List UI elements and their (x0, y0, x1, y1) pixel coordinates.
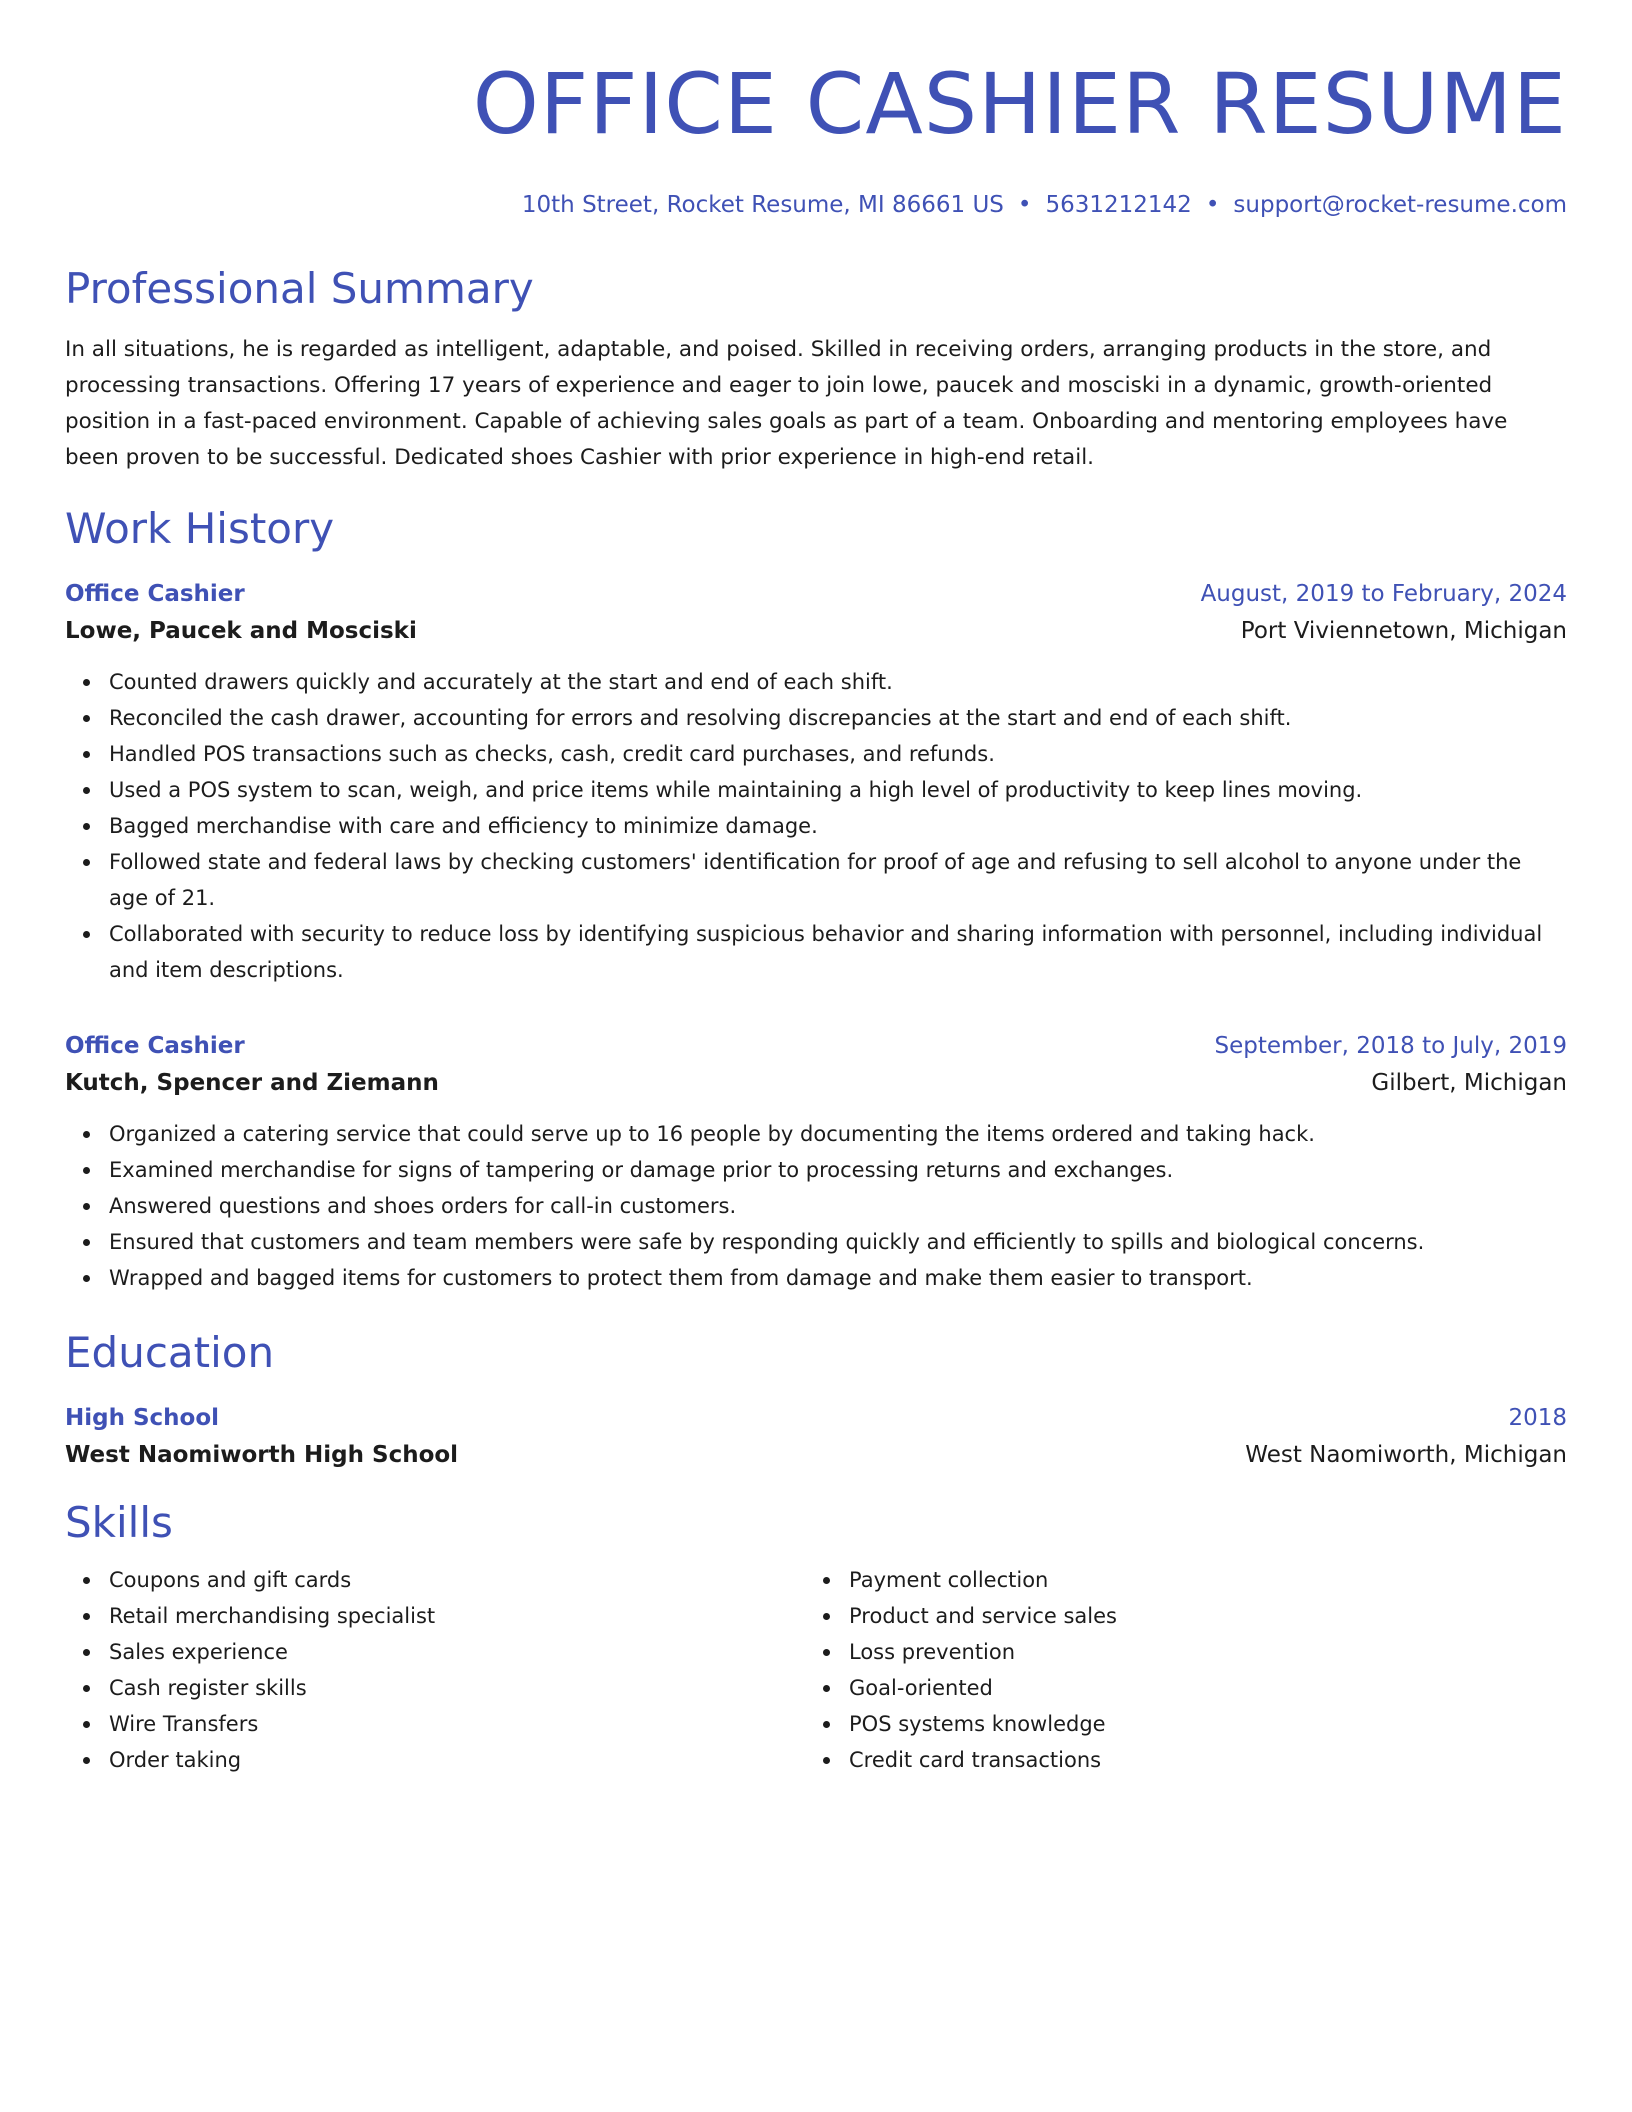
job-bullet: Wrapped and bagged items for customers to protect them from damage and make them easier to transport. (109, 1260, 1567, 1296)
job-entry (65, 1028, 1567, 1296)
education-degree: High School (65, 1405, 220, 1431)
skills-column-right (805, 1562, 1545, 1778)
summary-heading: Professional Summary (65, 264, 534, 313)
job-dates: August, 2019 to February, 2024 (1200, 581, 1567, 607)
contact-phone: 5631212142 (1045, 192, 1192, 218)
job-bullet: Used a POS system to scan, weigh, and price items while maintaining a high level of productivity to keep lines moving. (109, 772, 1567, 808)
education-school: West Naomiworth High School (65, 1442, 459, 1468)
contact-line (65, 190, 1567, 220)
education-location: West Naomiworth, Michigan (1245, 1442, 1567, 1468)
job-company: Lowe, Paucek and Mosciski (65, 618, 417, 644)
job-bullet: Answered questions and shoes orders for call-in customers. (109, 1188, 1567, 1224)
skills-list-right (805, 1562, 1545, 1778)
skill-item: Loss prevention (849, 1634, 1545, 1670)
job-bullets (65, 1116, 1567, 1296)
skill-item: Credit card transactions (849, 1742, 1545, 1778)
skill-item: Order taking (109, 1742, 805, 1778)
education-entry (65, 1400, 1567, 1474)
skill-item: Sales experience (109, 1634, 805, 1670)
job-header-row (65, 1028, 1567, 1064)
skills-columns (65, 1562, 1567, 1778)
skill-item: Goal-oriented (849, 1670, 1545, 1706)
education-heading: Education (65, 1328, 275, 1377)
skill-item: Retail merchandising specialist (109, 1598, 805, 1634)
job-bullet: Counted drawers quickly and accurately at the start and end of each shift. (109, 664, 1567, 700)
work-history-heading: Work History (65, 504, 335, 553)
job-company-row (65, 1064, 1567, 1102)
contact-separator: • (1017, 192, 1032, 218)
job-location: Port Viviennetown, Michigan (1240, 618, 1567, 644)
job-bullet: Collaborated with security to reduce loss by identifying suspicious behavior and sharing information with personnel, including individual and item descriptions. (109, 916, 1567, 988)
job-bullet: Reconciled the cash drawer, accounting for errors and resolving discrepancies at the start and end of each shift. (109, 700, 1567, 736)
job-bullets (65, 664, 1567, 988)
skill-item: Product and service sales (849, 1598, 1545, 1634)
contact-email: support@rocket-resume.com (1233, 192, 1567, 218)
skill-item: POS systems knowledge (849, 1706, 1545, 1742)
skill-item: Cash register skills (109, 1670, 805, 1706)
summary-text: In all situations, he is regarded as intelligent, adaptable, and poised. Skilled in receiving orders, arranging products in the store, and processing transactions. Offering 17 years of experience and eager to join lowe, paucek and mosciski in a dynamic, growth-oriented position in a fast-paced environment. Capable of achieving sales goals as part of a team. Onboarding and mentoring employees have been proven to be successful. Dedicated shoes Cashier with prior experience in high-end retail. (65, 337, 1508, 470)
job-location: Gilbert, Michigan (1371, 1070, 1567, 1096)
job-title: Office Cashier (65, 1033, 245, 1059)
job-bullet: Examined merchandise for signs of tampering or damage prior to processing returns and exchanges. (109, 1152, 1567, 1188)
job-bullet: Ensured that customers and team members were safe by responding quickly and efficiently to spills and biological concerns. (109, 1224, 1567, 1260)
education-year: 2018 (1508, 1405, 1567, 1431)
skills-heading: Skills (65, 1498, 173, 1547)
skill-item: Coupons and gift cards (109, 1562, 805, 1598)
job-company-row (65, 612, 1567, 650)
job-dates: September, 2018 to July, 2019 (1214, 1033, 1567, 1059)
job-entry (65, 576, 1567, 988)
job-bullet: Handled POS transactions such as checks, cash, credit card purchases, and refunds. (109, 736, 1567, 772)
job-bullet: Followed state and federal laws by checking customers' identification for proof of age and refusing to sell alcohol to anyone under the age of 21. (109, 844, 1567, 916)
contact-address: 10th Street, Rocket Resume, MI 86661 US (521, 192, 1004, 218)
education-header-row (65, 1400, 1567, 1436)
skills-column-left (65, 1562, 805, 1778)
skill-item: Payment collection (849, 1562, 1545, 1598)
job-bullet: Bagged merchandise with care and efficiency to minimize damage. (109, 808, 1567, 844)
resume-title: OFFICE CASHIER RESUME (472, 55, 1567, 153)
education-school-row (65, 1436, 1567, 1474)
job-header-row (65, 576, 1567, 612)
job-title: Office Cashier (65, 581, 245, 607)
job-bullet: Organized a catering service that could serve up to 16 people by documenting the items ordered and taking hack. (109, 1116, 1567, 1152)
skills-list-left (65, 1562, 805, 1778)
job-company: Kutch, Spencer and Ziemann (65, 1070, 439, 1096)
contact-separator: • (1205, 192, 1220, 218)
skill-item: Wire Transfers (109, 1706, 805, 1742)
